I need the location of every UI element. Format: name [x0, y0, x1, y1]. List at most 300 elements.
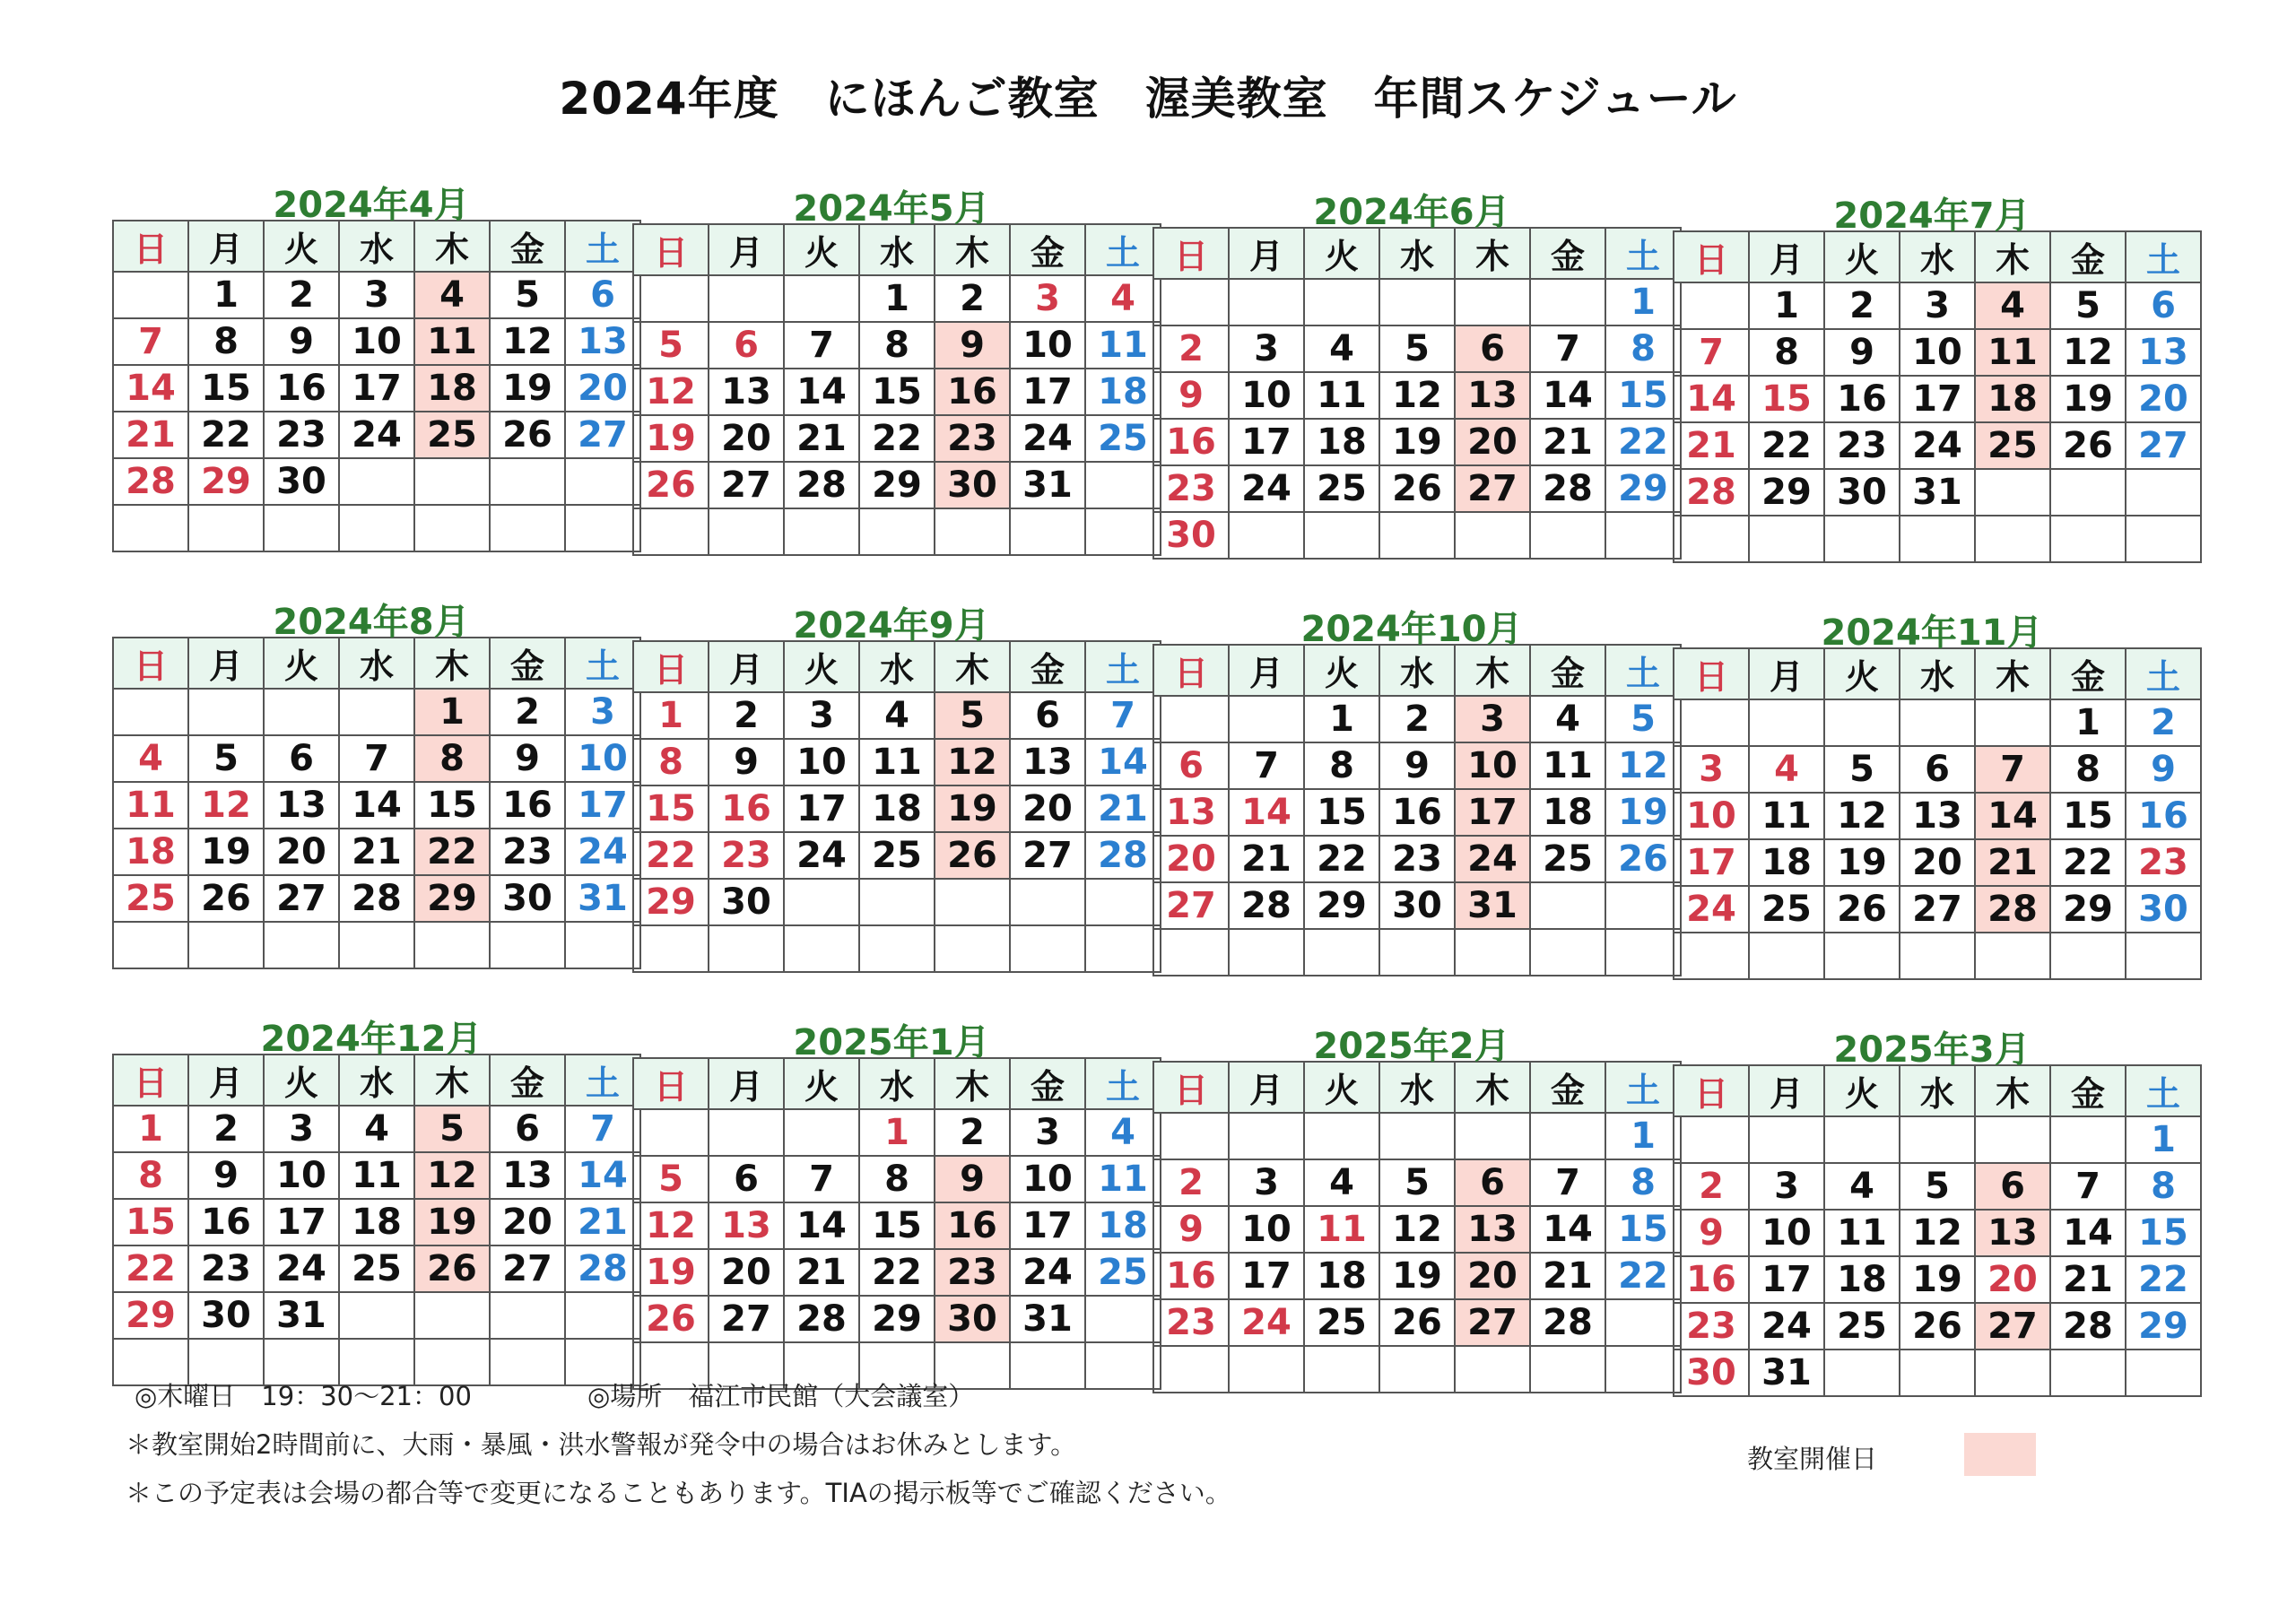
day-cell: 23: [1379, 836, 1455, 882]
day-cell: 6: [565, 272, 640, 318]
day-cell: 6: [264, 735, 339, 782]
day-cell: [1229, 696, 1304, 742]
day-cell: 24: [1010, 415, 1085, 462]
day-cell: 4: [1085, 1109, 1161, 1156]
note-time: ◎木曜日 19：30～21：00: [135, 1381, 472, 1411]
day-cell: [1379, 512, 1455, 559]
day-cell: 2: [1153, 1159, 1229, 1206]
day-cell: 18: [1085, 1202, 1161, 1249]
day-cell: [490, 1339, 565, 1385]
day-cell: 31: [565, 875, 640, 922]
day-cell: [1824, 1116, 1900, 1163]
day-cell: 11: [1304, 1206, 1379, 1253]
day-cell: 27: [1900, 886, 1975, 933]
day-cell: [1975, 933, 2050, 979]
day-cell: [1605, 929, 1681, 976]
day-cell: 7: [1085, 692, 1161, 739]
day-cell: 2: [1824, 282, 1900, 329]
day-cell: [113, 689, 188, 735]
day-cell: 19: [188, 829, 264, 875]
day-cell: 24: [1455, 836, 1530, 882]
day-cell: 15: [859, 369, 935, 415]
month-label: 2024年11月: [1821, 612, 2043, 654]
day-cell: [1085, 925, 1161, 972]
day-cell: 16: [490, 782, 565, 829]
day-cell: [339, 922, 414, 968]
day-cell: 14: [784, 1202, 859, 1249]
day-cell: 4: [1975, 282, 2050, 329]
month-calendar: [112, 1019, 631, 1386]
day-cell: 1: [2050, 699, 2126, 746]
day-cell: 13: [1010, 739, 1085, 785]
day-cell: 10: [1455, 742, 1530, 789]
day-cell: 24: [1674, 886, 1749, 933]
day-cell: [1379, 1113, 1455, 1159]
day-cell: [1010, 1342, 1085, 1389]
day-cell: [1085, 879, 1161, 925]
day-cell: 8: [1605, 1159, 1681, 1206]
day-cell: [1153, 279, 1229, 325]
weekday-header: 日: [633, 641, 709, 692]
day-cell: [1900, 1116, 1975, 1163]
day-cell: [1530, 1113, 1605, 1159]
day-cell: 11: [414, 318, 490, 365]
day-cell: 1: [1304, 696, 1379, 742]
day-cell: [264, 505, 339, 551]
day-cell: 19: [1824, 839, 1900, 886]
day-cell: 21: [784, 415, 859, 462]
day-cell: 12: [935, 739, 1010, 785]
weekday-header: 日: [1153, 228, 1229, 279]
day-cell: 21: [784, 1249, 859, 1296]
month-label: 2024年10月: [1300, 609, 1523, 650]
day-cell: [935, 508, 1010, 555]
day-cell: [1674, 699, 1749, 746]
day-cell: 28: [784, 462, 859, 508]
day-cell: 28: [1229, 882, 1304, 929]
weekday-header: 日: [633, 1058, 709, 1109]
day-cell: 12: [414, 1152, 490, 1199]
day-cell: 2: [1379, 696, 1455, 742]
month-calendar: [112, 602, 631, 969]
day-cell: 11: [1085, 322, 1161, 369]
day-cell: 14: [1975, 793, 2050, 839]
day-cell: 29: [113, 1292, 188, 1339]
day-cell: [1530, 929, 1605, 976]
day-cell: 5: [490, 272, 565, 318]
day-cell: [633, 508, 709, 555]
day-cell: 17: [565, 782, 640, 829]
day-cell: 5: [1605, 696, 1681, 742]
day-cell: 17: [264, 1199, 339, 1245]
month-label: 2024年6月: [1313, 192, 1510, 233]
month-calendar: [1152, 609, 1671, 976]
weekday-header: 日: [1153, 645, 1229, 696]
day-cell: 8: [414, 735, 490, 782]
day-cell: [2126, 933, 2201, 979]
day-cell: 11: [113, 782, 188, 829]
day-cell: [339, 505, 414, 551]
day-cell: 17: [1229, 419, 1304, 465]
weekday-header: 火: [1824, 1065, 1900, 1116]
day-cell: [2050, 933, 2126, 979]
day-cell: [1824, 699, 1900, 746]
weekday-header: 土: [2126, 1065, 2201, 1116]
weekday-header: 火: [264, 221, 339, 272]
day-cell: 8: [859, 1156, 935, 1202]
day-cell: [1824, 516, 1900, 562]
weekday-header: 月: [188, 1055, 264, 1106]
day-cell: [784, 1109, 859, 1156]
weekday-header: 日: [113, 221, 188, 272]
weekday-header: 金: [1530, 228, 1605, 279]
weekday-header: 木: [935, 1058, 1010, 1109]
day-cell: 1: [188, 272, 264, 318]
day-cell: 16: [1674, 1256, 1749, 1303]
day-cell: [1229, 279, 1304, 325]
day-cell: 11: [1975, 329, 2050, 376]
day-cell: 27: [709, 1296, 784, 1342]
weekday-header: 水: [1379, 645, 1455, 696]
day-cell: 27: [2126, 422, 2201, 469]
day-cell: 31: [1900, 469, 1975, 516]
day-cell: 7: [784, 322, 859, 369]
month-table: [632, 1057, 1161, 1390]
day-cell: 2: [709, 692, 784, 739]
day-cell: 5: [1824, 746, 1900, 793]
day-cell: 10: [339, 318, 414, 365]
day-cell: 1: [859, 1109, 935, 1156]
weekday-header: 水: [339, 638, 414, 689]
day-cell: 6: [1153, 742, 1229, 789]
day-cell: 10: [784, 739, 859, 785]
day-cell: 30: [1824, 469, 1900, 516]
day-cell: [113, 505, 188, 551]
weekday-header: 水: [339, 221, 414, 272]
month-label: 2024年5月: [793, 188, 990, 230]
day-cell: 29: [188, 458, 264, 505]
day-cell: 9: [490, 735, 565, 782]
weekday-header: 火: [784, 641, 859, 692]
day-cell: [784, 879, 859, 925]
day-cell: 9: [935, 1156, 1010, 1202]
day-cell: 14: [2050, 1210, 2126, 1256]
day-cell: 6: [709, 1156, 784, 1202]
day-cell: 29: [859, 1296, 935, 1342]
day-cell: 30: [1379, 882, 1455, 929]
weekday-header: 日: [1674, 1065, 1749, 1116]
month-table: [1152, 227, 1682, 560]
day-cell: 16: [1824, 376, 1900, 422]
day-cell: 10: [1229, 372, 1304, 419]
month-label: 2025年1月: [793, 1022, 990, 1063]
weekday-header: 火: [1824, 231, 1900, 282]
month-calendar: [1152, 1026, 1671, 1393]
weekday-header: 土: [565, 638, 640, 689]
weekday-header: 水: [1900, 1065, 1975, 1116]
day-cell: 20: [2126, 376, 2201, 422]
day-cell: 20: [1900, 839, 1975, 886]
day-cell: 12: [1379, 1206, 1455, 1253]
day-cell: [565, 458, 640, 505]
day-cell: 18: [1824, 1256, 1900, 1303]
day-cell: 19: [414, 1199, 490, 1245]
day-cell: [264, 689, 339, 735]
day-cell: 12: [490, 318, 565, 365]
day-cell: 17: [1749, 1256, 1824, 1303]
day-cell: [935, 879, 1010, 925]
day-cell: [1975, 516, 2050, 562]
day-cell: 10: [1229, 1206, 1304, 1253]
day-cell: [188, 922, 264, 968]
day-cell: 13: [1153, 789, 1229, 836]
day-cell: 26: [414, 1245, 490, 1292]
day-cell: 25: [113, 875, 188, 922]
day-cell: [1605, 1346, 1681, 1393]
month-label: 2024年4月: [273, 185, 470, 226]
day-cell: 15: [2126, 1210, 2201, 1256]
day-cell: 17: [1455, 789, 1530, 836]
day-cell: [1975, 1350, 2050, 1396]
day-cell: 16: [1153, 419, 1229, 465]
day-cell: 26: [1824, 886, 1900, 933]
day-cell: 26: [1379, 1299, 1455, 1346]
day-cell: [1304, 1346, 1379, 1393]
day-cell: [1749, 516, 1824, 562]
day-cell: 7: [565, 1106, 640, 1152]
day-cell: 1: [633, 692, 709, 739]
day-cell: 3: [1010, 275, 1085, 322]
weekday-header: 金: [1530, 645, 1605, 696]
day-cell: [1379, 279, 1455, 325]
day-cell: 16: [188, 1199, 264, 1245]
day-cell: 20: [565, 365, 640, 412]
weekday-header: 日: [1153, 1062, 1229, 1113]
day-cell: 14: [1530, 372, 1605, 419]
day-cell: 8: [1605, 325, 1681, 372]
day-cell: 29: [2050, 886, 2126, 933]
day-cell: 13: [490, 1152, 565, 1199]
day-cell: [1605, 1299, 1681, 1346]
day-cell: 18: [1749, 839, 1824, 886]
day-cell: 14: [1530, 1206, 1605, 1253]
day-cell: [1530, 279, 1605, 325]
day-cell: 3: [1674, 746, 1749, 793]
weekday-header: 日: [113, 638, 188, 689]
day-cell: [1304, 279, 1379, 325]
day-cell: 13: [1455, 1206, 1530, 1253]
day-cell: [1530, 1346, 1605, 1393]
day-cell: 11: [1749, 793, 1824, 839]
day-cell: 20: [709, 1249, 784, 1296]
day-cell: 2: [935, 275, 1010, 322]
day-cell: 13: [709, 1202, 784, 1249]
month-calendar: [112, 185, 631, 552]
day-cell: 26: [1900, 1303, 1975, 1350]
day-cell: [1455, 1113, 1530, 1159]
day-cell: 10: [1900, 329, 1975, 376]
day-cell: [490, 505, 565, 551]
day-cell: 25: [1824, 1303, 1900, 1350]
day-cell: 24: [565, 829, 640, 875]
day-cell: 23: [2126, 839, 2201, 886]
day-cell: 21: [2050, 1256, 2126, 1303]
day-cell: 5: [935, 692, 1010, 739]
day-cell: 4: [339, 1106, 414, 1152]
day-cell: 16: [935, 369, 1010, 415]
weekday-header: 木: [1975, 231, 2050, 282]
day-cell: 21: [1229, 836, 1304, 882]
weekday-header: 水: [1900, 648, 1975, 699]
month-table: [112, 1054, 641, 1386]
day-cell: 30: [935, 462, 1010, 508]
day-cell: 6: [1900, 746, 1975, 793]
day-cell: 3: [1229, 325, 1304, 372]
day-cell: 7: [1975, 746, 2050, 793]
day-cell: 8: [1304, 742, 1379, 789]
day-cell: 15: [633, 785, 709, 832]
day-cell: [2050, 1350, 2126, 1396]
weekday-header: 木: [414, 221, 490, 272]
day-cell: 29: [1605, 465, 1681, 512]
day-cell: 18: [859, 785, 935, 832]
day-cell: 21: [1975, 839, 2050, 886]
day-cell: 30: [264, 458, 339, 505]
day-cell: [1749, 699, 1824, 746]
month-table: [632, 223, 1161, 556]
day-cell: 10: [1010, 322, 1085, 369]
day-cell: 11: [1085, 1156, 1161, 1202]
day-cell: 30: [709, 879, 784, 925]
weekday-header: 木: [935, 641, 1010, 692]
day-cell: [1900, 933, 1975, 979]
day-cell: 25: [339, 1245, 414, 1292]
day-cell: 11: [1530, 742, 1605, 789]
month-calendar: [1673, 1029, 2191, 1397]
day-cell: 1: [1605, 1113, 1681, 1159]
day-cell: [709, 275, 784, 322]
day-cell: 17: [1010, 1202, 1085, 1249]
month-calendar: [632, 605, 1151, 973]
day-cell: 12: [633, 1202, 709, 1249]
day-cell: [2050, 516, 2126, 562]
month-table: [1152, 1061, 1682, 1393]
day-cell: [1455, 279, 1530, 325]
day-cell: 26: [633, 1296, 709, 1342]
day-cell: 30: [490, 875, 565, 922]
day-cell: [935, 925, 1010, 972]
day-cell: 7: [1530, 325, 1605, 372]
day-cell: 27: [1010, 832, 1085, 879]
day-cell: [188, 689, 264, 735]
day-cell: 4: [1530, 696, 1605, 742]
day-cell: [1379, 929, 1455, 976]
day-cell: 27: [1455, 465, 1530, 512]
day-cell: 4: [1749, 746, 1824, 793]
day-cell: 22: [1749, 422, 1824, 469]
day-cell: 2: [1153, 325, 1229, 372]
day-cell: 1: [1605, 279, 1681, 325]
day-cell: 7: [1530, 1159, 1605, 1206]
day-cell: 25: [1749, 886, 1824, 933]
weekday-header: 木: [935, 224, 1010, 275]
day-cell: [1153, 929, 1229, 976]
day-cell: 22: [2050, 839, 2126, 886]
day-cell: 14: [1229, 789, 1304, 836]
day-cell: 26: [490, 412, 565, 458]
day-cell: [784, 925, 859, 972]
day-cell: 8: [2126, 1163, 2201, 1210]
day-cell: 29: [859, 462, 935, 508]
weekday-header: 木: [414, 638, 490, 689]
weekday-header: 金: [1530, 1062, 1605, 1113]
day-cell: 8: [188, 318, 264, 365]
day-cell: 28: [1674, 469, 1749, 516]
day-cell: [1153, 1346, 1229, 1393]
day-cell: 9: [935, 322, 1010, 369]
day-cell: 13: [1900, 793, 1975, 839]
day-cell: 16: [1153, 1253, 1229, 1299]
day-cell: 11: [1304, 372, 1379, 419]
weekday-header: 土: [2126, 231, 2201, 282]
day-cell: [1153, 696, 1229, 742]
day-cell: 13: [565, 318, 640, 365]
day-cell: 12: [1379, 372, 1455, 419]
day-cell: [1455, 512, 1530, 559]
day-cell: 13: [264, 782, 339, 829]
day-cell: 13: [709, 369, 784, 415]
day-cell: [1304, 1113, 1379, 1159]
weekday-header: 金: [1010, 1058, 1085, 1109]
day-cell: [1900, 1350, 1975, 1396]
day-cell: 9: [1674, 1210, 1749, 1256]
weekday-header: 水: [859, 641, 935, 692]
month-table: [1673, 647, 2202, 980]
day-cell: 17: [339, 365, 414, 412]
day-cell: 28: [2050, 1303, 2126, 1350]
day-cell: 19: [633, 1249, 709, 1296]
day-cell: 31: [1010, 1296, 1085, 1342]
day-cell: [1304, 512, 1379, 559]
day-cell: 25: [1085, 415, 1161, 462]
weekday-header: 金: [490, 221, 565, 272]
day-cell: [1749, 1116, 1824, 1163]
day-cell: [1674, 1116, 1749, 1163]
month-table: [1673, 230, 2202, 563]
day-cell: 18: [1304, 419, 1379, 465]
day-cell: [784, 275, 859, 322]
weekday-header: 月: [188, 638, 264, 689]
day-cell: 27: [565, 412, 640, 458]
day-cell: 24: [1749, 1303, 1824, 1350]
month-table: [1152, 644, 1682, 976]
day-cell: 3: [339, 272, 414, 318]
day-cell: 19: [1379, 1253, 1455, 1299]
day-cell: 18: [414, 365, 490, 412]
day-cell: [709, 925, 784, 972]
day-cell: [414, 505, 490, 551]
day-cell: 20: [1153, 836, 1229, 882]
day-cell: 14: [1085, 739, 1161, 785]
day-cell: 16: [2126, 793, 2201, 839]
day-cell: 14: [784, 369, 859, 415]
day-cell: [1674, 516, 1749, 562]
day-cell: 19: [935, 785, 1010, 832]
day-cell: [1674, 282, 1749, 329]
day-cell: [1229, 1113, 1304, 1159]
day-cell: 4: [113, 735, 188, 782]
weekday-header: 土: [1085, 641, 1161, 692]
